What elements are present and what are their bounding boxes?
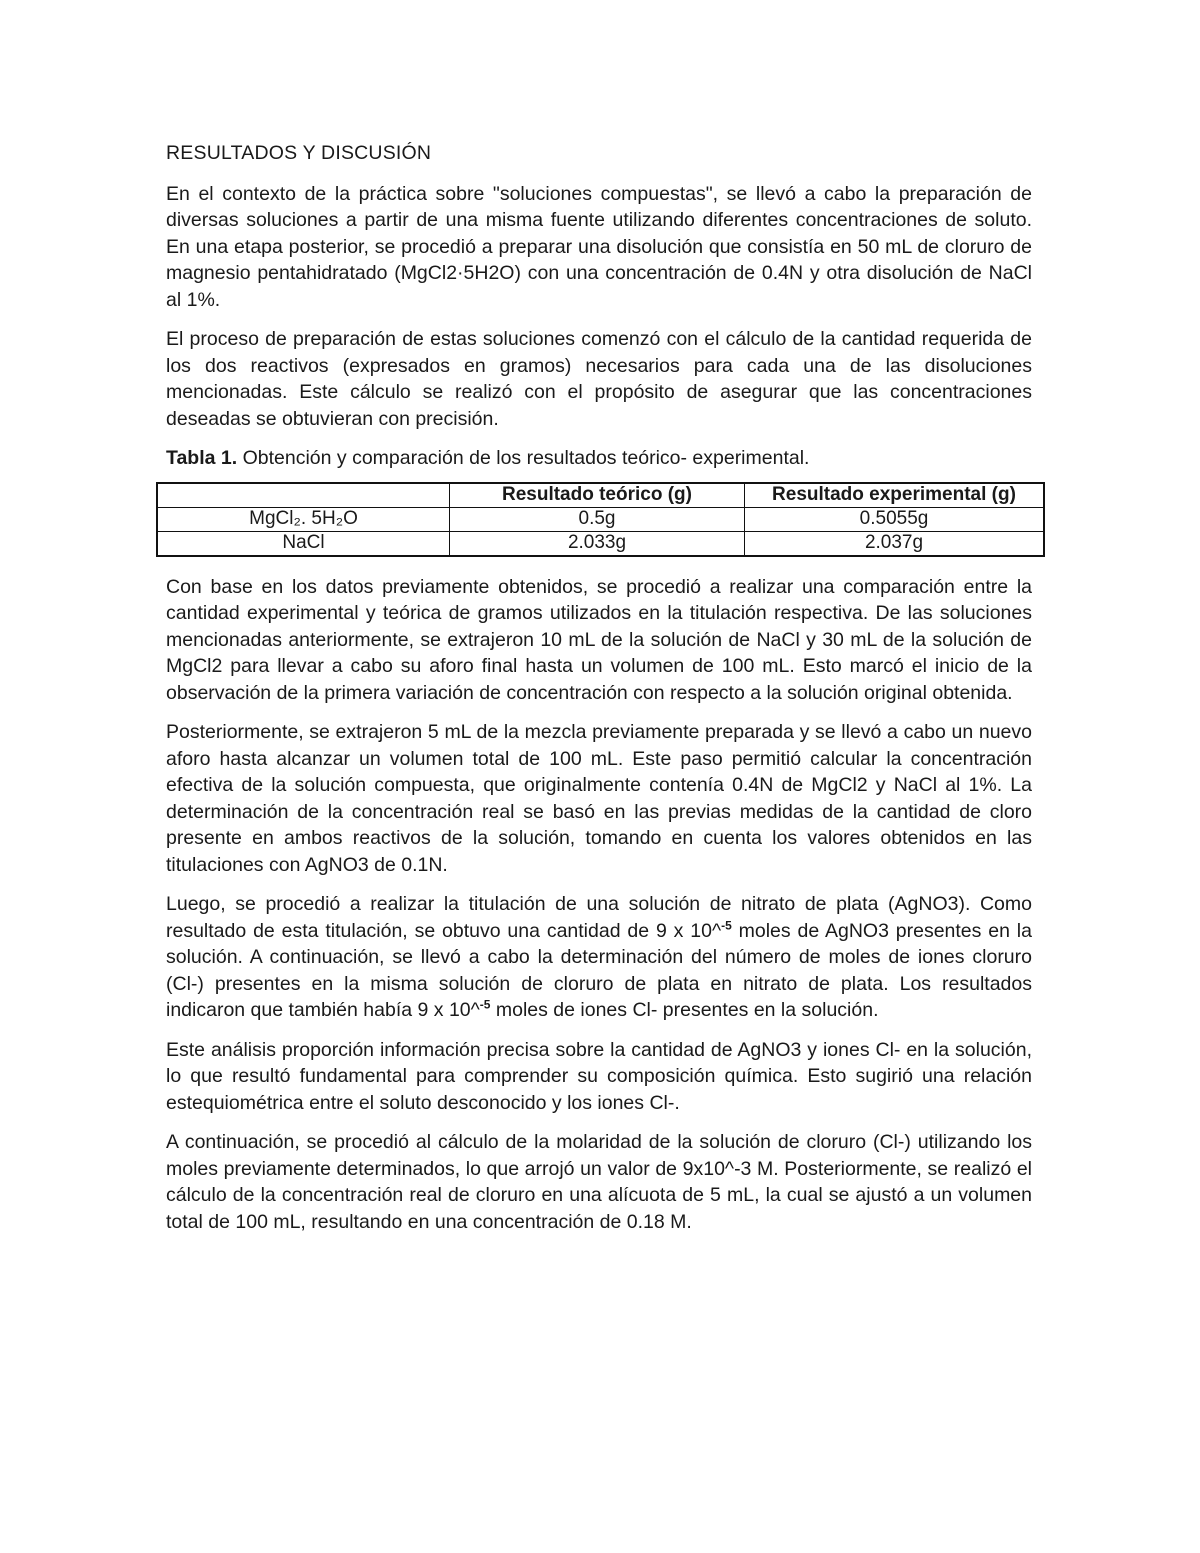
superscript-exponent: -5: [721, 918, 732, 932]
paragraph-comparison: Con base en los datos previamente obtenidos, se procedió a realizar una comparación entre la cantidad experimental y teórica de gramos utilizados en la titulación respectiva. De las soluciones mencionadas anteriormente, se extrajeron 10 mL de la solución de NaCl y 30 mL de la solución de MgCl2 para llevar a cabo su aforo final hasta un volumen de 100 mL. Esto marcó el inicio de la observación de la primera variación de concentración con respecto a la solución original obtenida.: [166, 575, 1032, 704]
paragraph-preparation: El proceso de preparación de estas soluciones comenzó con el cálculo de la cantidad requerida de los dos reactivos (expresados en gramos) necesarios para cada una de las disoluciones mencionadas. Este cálculo se realizó con el propósito de asegurar que las concentraciones deseadas se obtuvieran con precisión.: [166, 328, 1032, 430]
paragraph-text: Luego, se procedió a realizar la titulación de una solución de nitrato de plata (AgNO3). Como resultado de esta titulación, se obtuvo una cantidad de 9 x 10^: [166, 893, 1032, 942]
table-row: [157, 531, 1044, 556]
table-cell: NaCl: [157, 531, 450, 556]
paragraph-titration: [166, 891, 1032, 1024]
table-header-row: [157, 483, 1044, 508]
section-heading: RESULTADOS Y DISCUSIÓN: [166, 142, 432, 164]
table-caption-text: Obtención y comparación de los resultados teórico- experimental.: [237, 447, 810, 469]
results-table: [156, 482, 1045, 557]
table-caption: [166, 445, 1032, 472]
paragraph-intro: En el contexto de la práctica sobre "soluciones compuestas", se llevó a cabo la preparación de diversas soluciones a partir de una misma fuente utilizando diferentes concentraciones de soluto. En una etapa posterior, se procedió a preparar una disolución que consistía en 50 mL de cloruro de magnesio pentahidratado (MgCl2·5H2O) con una concentración de 0.4N y otra disolución de NaCl al 1%.: [166, 182, 1032, 311]
table-header-cell: Resultado teórico (g): [450, 483, 745, 508]
table-header-cell: Resultado experimental (g): [745, 483, 1045, 508]
document-page: [166, 140, 1032, 1235]
paragraph-analysis: Este análisis proporción información precisa sobre la cantidad de AgNO3 y iones Cl- en la solución, lo que resultó fundamental para comprender su composición química. Esto sugirió una relación estequiométrica entre el soluto desconocido y los iones Cl-.: [166, 1038, 1032, 1114]
paragraph-text: moles de iones Cl- presentes en la solución.: [490, 999, 879, 1021]
table-cell: 0.5055g: [745, 507, 1045, 531]
paragraph-dilution: Posteriormente, se extrajeron 5 mL de la mezcla previamente preparada y se llevó a cabo un nuevo aforo hasta alcanzar un volumen total de 100 mL. Este paso permitió calcular la concentración efectiva de la solución compuesta, que originalmente contenía 0.4N de MgCl2 y NaCl al 1%. La determinación de la concentración real se basó en las previas medidas de la cantidad de cloro presente en ambos reactivos de la solución, tomando en cuenta los valores obtenidos en las titulaciones con AgNO3 de 0.1N.: [166, 721, 1032, 876]
table-cell: MgCl₂. 5H₂O: [157, 507, 450, 531]
table-header-cell: [157, 483, 450, 508]
table-row: [157, 507, 1044, 531]
table-cell: 2.037g: [745, 531, 1045, 556]
table-cell: 0.5g: [450, 507, 745, 531]
paragraph-molarity: A continuación, se procedió al cálculo de la molaridad de la solución de cloruro (Cl-) utilizando los moles previamente determinados, lo que arrojó un valor de 9x10^-3 M. Posteriormente, se realizó el cálculo de la concentración real de cloruro en una alícuota de 5 mL, la cual se ajustó a un volumen total de 100 mL, resultando en una concentración de 0.18 M.: [166, 1131, 1032, 1233]
superscript-exponent: -5: [479, 997, 491, 1012]
paragraph-text: moles de AgNO3 presentes en la solución. A continuación, se llevó a cabo la determinación del número de moles de iones cloruro (Cl-) presentes en la misma solución de cloruro de plata en nitrato de plata. Los resultados indicaron que también había 9 x 10^: [166, 919, 1032, 1021]
table-caption-label: Tabla 1.: [166, 447, 238, 469]
table-cell: 2.033g: [450, 531, 745, 556]
